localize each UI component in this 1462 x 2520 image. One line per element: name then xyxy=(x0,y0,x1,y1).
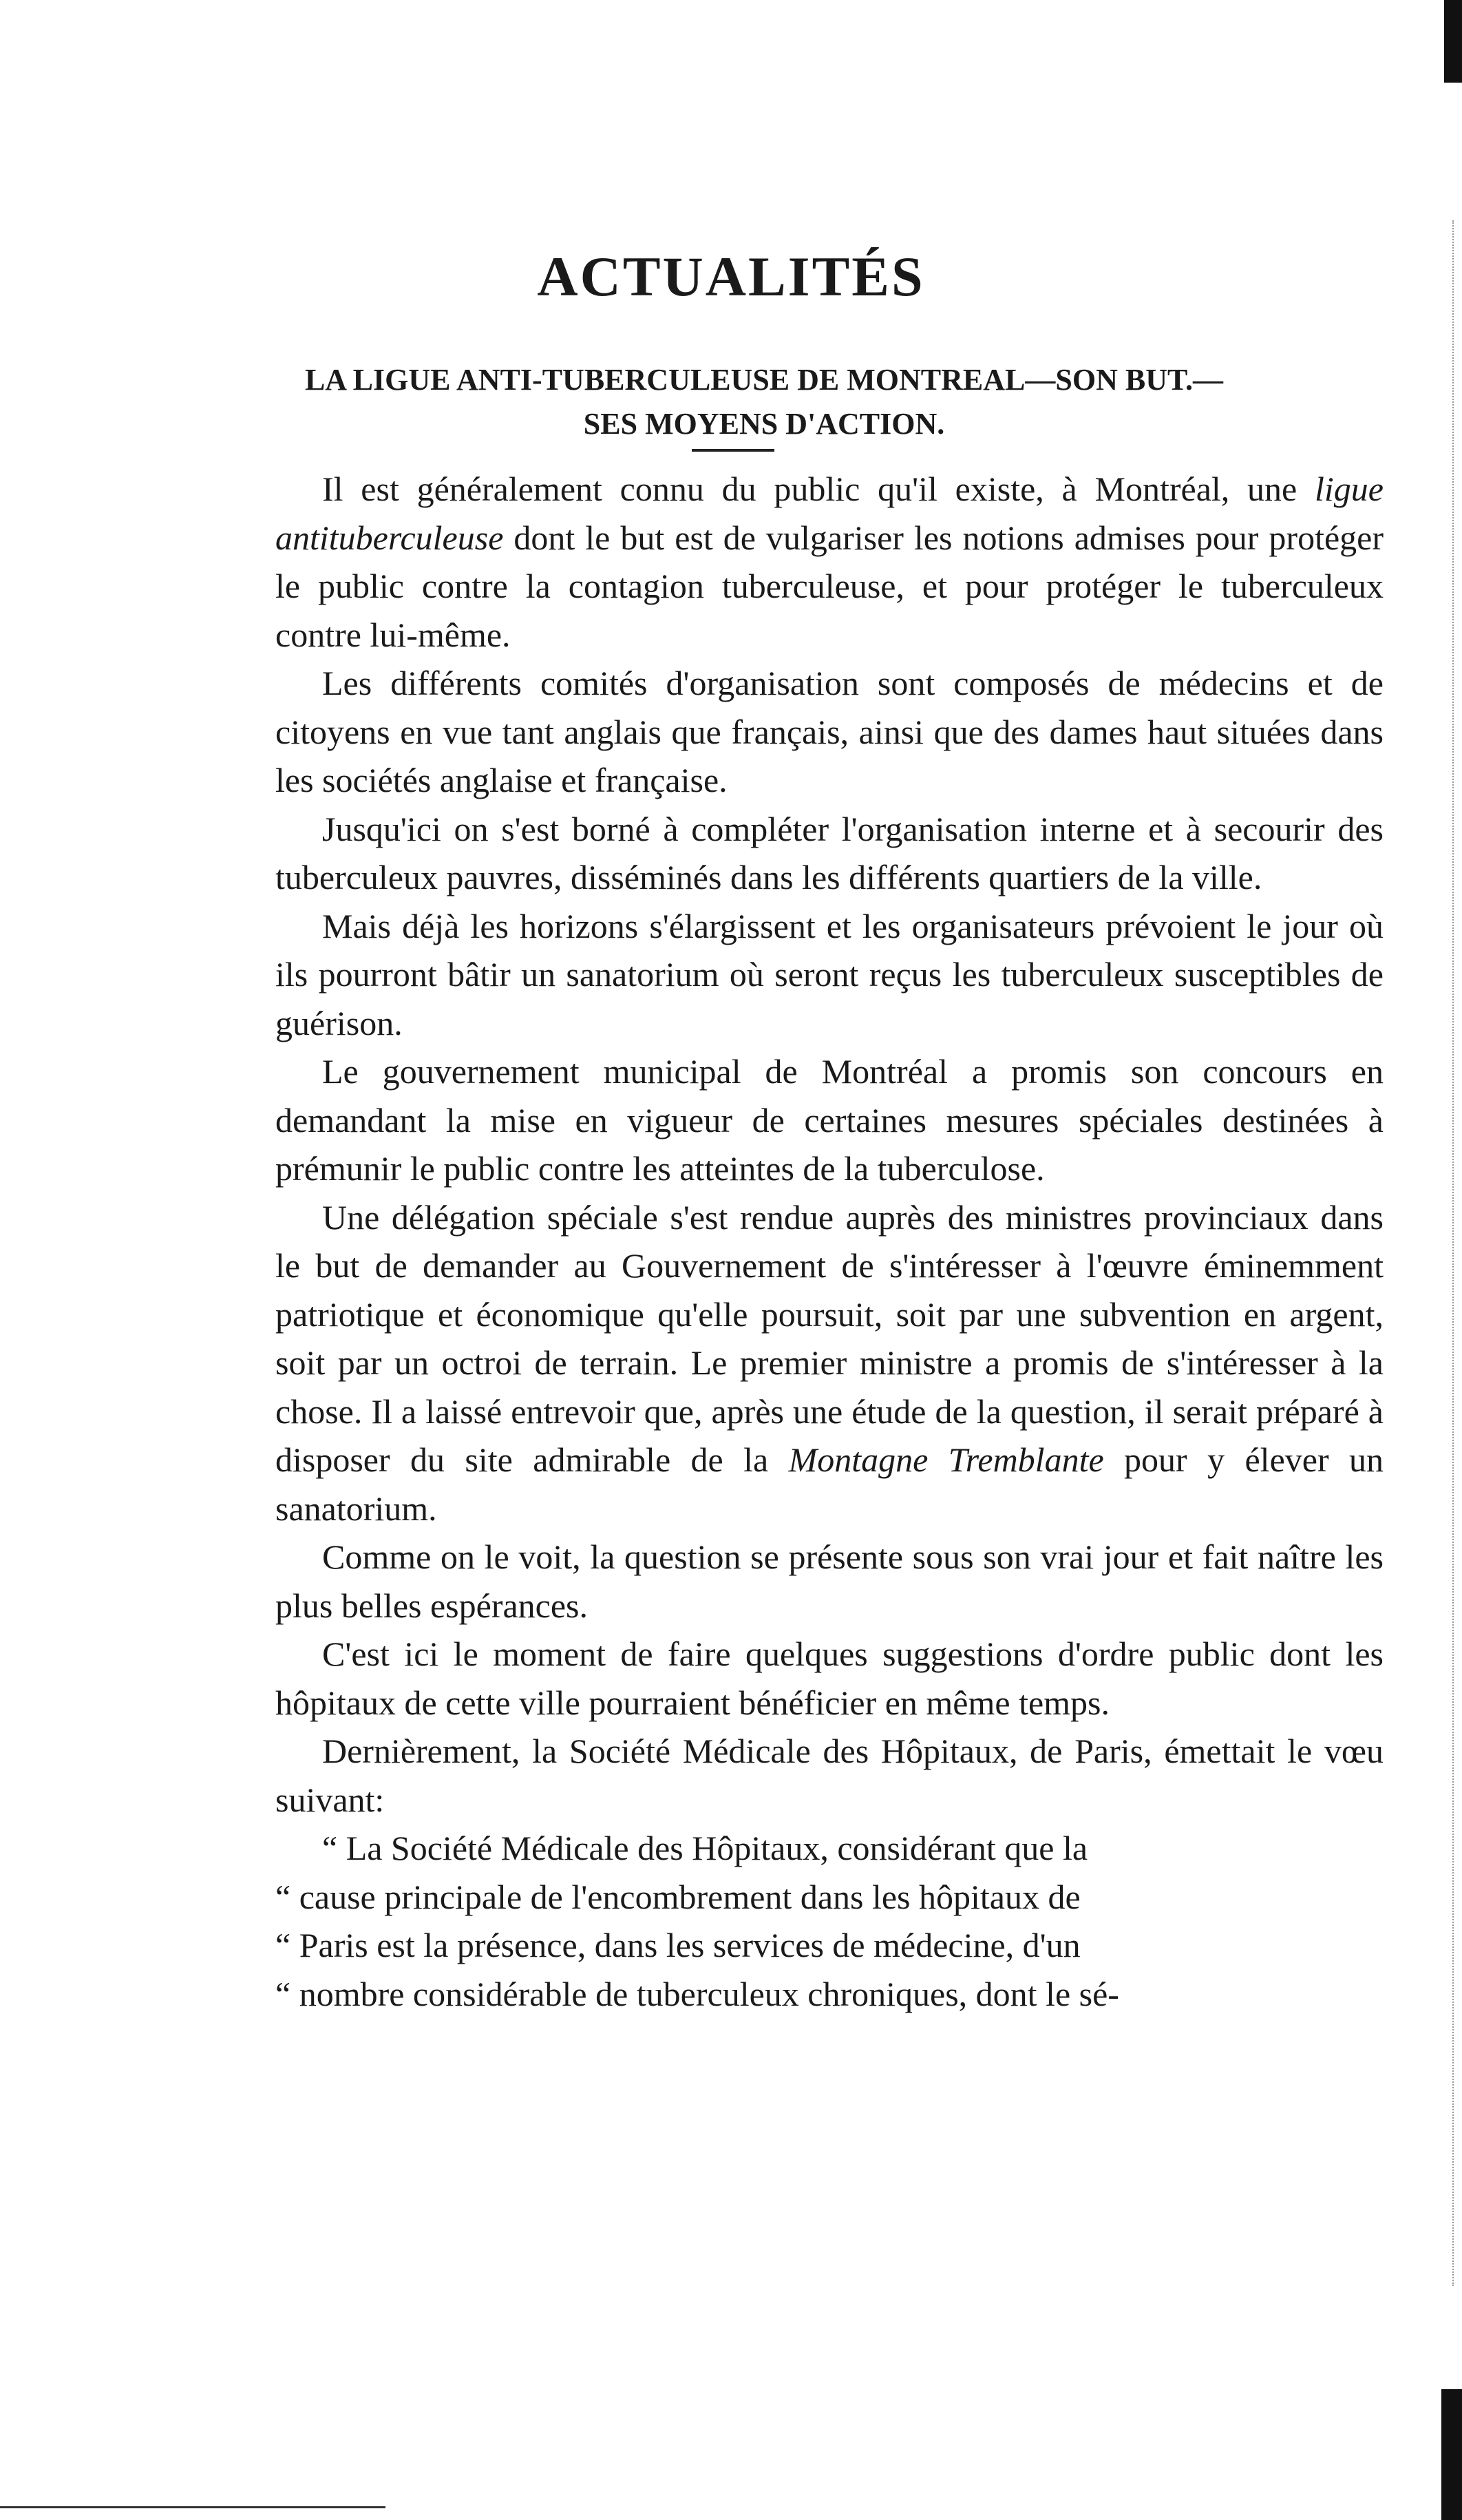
article-body xyxy=(275,465,1384,2018)
scan-margin-specks xyxy=(1452,220,1462,2286)
quote-line-3: “ Paris est la présence, dans les services de médecine, d'un xyxy=(275,1926,1081,1964)
article-heading xyxy=(262,358,1267,446)
paragraph-1-italic: ligue antituberculeuse xyxy=(275,470,1384,557)
heading-separator xyxy=(692,449,774,452)
paragraph-3: Jusqu'ici on s'est borné à compléter l'organisation interne et à secourir des tuberculeux pauvres, disséminés dans les différents quartiers de la ville. xyxy=(275,809,1384,896)
paragraph-1-text-a: Il est généralement connu du public qu'il existe, à Montréal, une xyxy=(322,470,1315,508)
paragraph-5: Le gouvernement municipal de Montréal a promis son concours en demandant la mise en vigueur de certaines mesures spéciales destinées à prémunir le public contre les atteintes de la tuberculose. xyxy=(275,1052,1384,1188)
paragraph-6-text-b: pour y élever un sanatorium. xyxy=(275,1440,1384,1528)
quote-line-1: “ La Société Médicale des Hôpitaux, considérant que la xyxy=(322,1829,1088,1867)
paragraph-2: Les différents comités d'organisation sont composés de médecins et de citoyens en vue tant anglais que français, ainsi que des dames haut situées dans les sociétés anglaise et française. xyxy=(275,664,1384,799)
paragraph-8: C'est ici le moment de faire quelques suggestions d'ordre public dont les hôpitaux de cette ville pourraient bénéficier en même temps. xyxy=(275,1635,1384,1722)
paragraph-7: Comme on le voit, la question se présente sous son vrai jour et fait naître les plus belles espérances. xyxy=(275,1537,1384,1625)
paragraph-1-text-b: dont le but est de vulgariser les notions admises pour protéger le public contre la contagion tuberculeuse, et pour protéger le tuberculeux contre lui-même. xyxy=(275,518,1384,654)
paragraph-6-italic: Montagne Tremblante xyxy=(788,1440,1104,1479)
quote-line-4: “ nombre considérable de tuberculeux chroniques, dont le sé- xyxy=(275,1974,1119,2013)
scan-edge-top xyxy=(1444,0,1462,83)
paragraph-4: Mais déjà les horizons s'élargissent et les organisateurs prévoient le jour où ils pourront bâtir un sanatorium où seront reçus les tuberculeux susceptibles de guérison. xyxy=(275,906,1384,1042)
paragraph-6 xyxy=(275,1193,1384,1533)
paragraph-9: Dernièrement, la Société Médicale des Hôpitaux, de Paris, émettait le vœu suivant: xyxy=(275,1732,1384,1819)
article-heading-line-1: LA LIGUE ANTI-TUBERCULEUSE DE MONTREAL—SON BUT.— xyxy=(304,363,1224,397)
scan-edge-bottom xyxy=(1441,2389,1462,2520)
article-heading-line-2: SES MOYENS D'ACTION. xyxy=(583,407,945,441)
paragraph-1 xyxy=(275,465,1384,659)
quote-line-2: “ cause principale de l'encombrement dans les hôpitaux de xyxy=(275,1877,1081,1916)
bottom-rule xyxy=(0,2506,385,2508)
page-title: ACTUALITÉS xyxy=(537,245,925,308)
paragraph-6-text-a: Une délégation spéciale s'est rendue auprès des ministres provinciaux dans le but de demander au Gouvernement de s'intéresser à l'œuvre éminemment patriotique et économique qu'elle poursuit, soit par une subvention en argent, soit par un octroi de terrain. Le premier ministre a promis de s'intéresser à la chose. Il a laissé entrevoir que, après une étude de la question, il serait préparé à disposer du site admirable de la xyxy=(275,1197,1384,1479)
